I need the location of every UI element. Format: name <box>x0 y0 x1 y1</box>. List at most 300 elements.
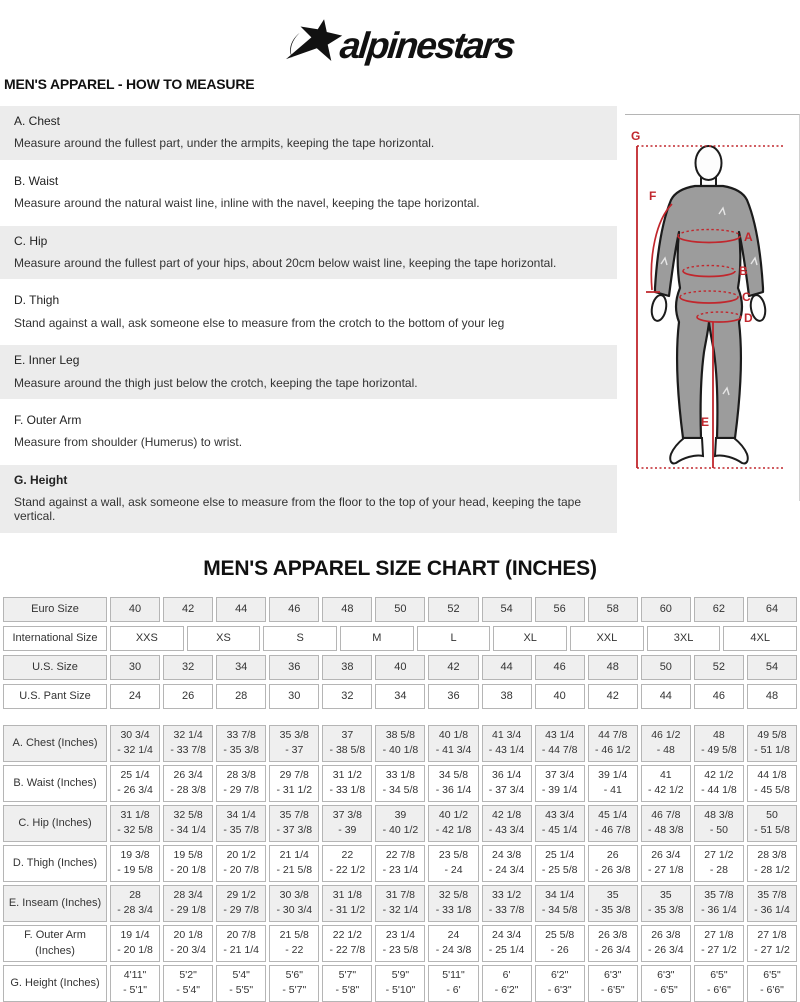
range-min: 20 7/8 <box>226 928 256 941</box>
measurement-range-cell <box>269 965 319 1002</box>
range-min: 20 1/2 <box>226 848 256 861</box>
size-value-cell: 30 <box>269 684 319 709</box>
size-value-cell: XS <box>187 626 261 651</box>
measurement-range-cell <box>482 925 532 962</box>
instruction-text: Measure around the fullest part of your hips, about 20cm below waist line, keeping the tape horizontal. <box>14 255 557 270</box>
range-min: 42 1/8 <box>491 808 522 821</box>
measurement-range-cell <box>482 845 532 882</box>
figure-label-D: D <box>744 311 753 325</box>
range-max: - 45 1/4 <box>541 824 578 837</box>
range-min: 34 1/4 <box>226 808 256 821</box>
range-min: 27 1/8 <box>704 928 734 941</box>
range-max: - 6'6" <box>706 984 731 997</box>
range-max: - 29 7/8 <box>223 904 259 917</box>
instruction-block <box>0 405 617 459</box>
measurement-range-cell <box>588 805 638 842</box>
measurement-range-cell <box>216 765 266 802</box>
size-value-cell: 32 <box>163 655 213 680</box>
range-min: 35 7/8 <box>757 888 787 901</box>
instruction-block <box>0 106 617 160</box>
range-min: 39 <box>394 808 407 821</box>
measurement-range-cell <box>322 845 372 882</box>
measurement-range-cell <box>482 725 532 762</box>
measurement-range-cell <box>163 965 213 1002</box>
size-value-cell: 52 <box>428 597 478 622</box>
range-min: 39 1/4 <box>598 768 628 781</box>
size-header-row <box>3 655 797 680</box>
range-max: - 6'5" <box>600 984 625 997</box>
range-min: 32 1/4 <box>173 728 203 741</box>
measurement-range-cell <box>535 725 585 762</box>
range-min: 28 <box>129 888 141 901</box>
measurement-range-cell <box>110 885 160 922</box>
range-min: 36 1/4 <box>491 768 522 781</box>
range-max: - 29 1/8 <box>170 904 206 917</box>
range-max: - 31 1/2 <box>329 904 366 917</box>
measurement-row-label: C. Hip (Inches) <box>3 805 107 842</box>
range-max: - 28 3/4 <box>117 904 153 917</box>
range-max: - 22 1/2 <box>329 864 366 877</box>
measurement-range-cell <box>322 765 372 802</box>
range-min: 25 1/4 <box>545 848 575 861</box>
measurement-range-cell <box>163 845 213 882</box>
measurement-range-cell <box>641 845 691 882</box>
range-max: - 34 1/4 <box>170 824 206 837</box>
size-value-cell: 46 <box>269 597 319 622</box>
range-max: - 26 3/8 <box>594 864 631 877</box>
measurement-row-label: D. Thigh (Inches) <box>3 845 107 882</box>
range-max: - 44 1/8 <box>701 784 737 797</box>
measurement-range-cell <box>110 765 160 802</box>
range-max: - 34 5/8 <box>382 784 419 797</box>
range-min: 37 3/4 <box>545 768 575 781</box>
size-value-cell: 52 <box>694 655 744 680</box>
measurement-range-cell <box>641 725 691 762</box>
range-min: 20 1/8 <box>173 928 203 941</box>
measurement-range-cell <box>641 765 691 802</box>
range-min: 25 5/8 <box>545 928 575 941</box>
range-min: 31 7/8 <box>385 888 416 901</box>
range-max: - 40 1/8 <box>382 744 419 757</box>
figure-right-foot <box>715 438 748 463</box>
brand-logo-text: alpinestars <box>338 25 517 66</box>
size-chart-title: MEN'S APPAREL SIZE CHART (INCHES) <box>203 556 597 580</box>
range-max: - 27 1/2 <box>701 944 737 957</box>
range-min: 27 1/2 <box>704 848 734 861</box>
measurement-row <box>3 885 797 922</box>
measurement-range-cell <box>375 725 425 762</box>
measurement-row-label: B. Waist (Inches) <box>3 765 107 802</box>
range-min: 31 1/8 <box>120 808 150 821</box>
figure-label-A: A <box>744 230 753 244</box>
instruction-label: E. Inner Leg <box>14 353 80 368</box>
measurement-range-cell <box>375 765 425 802</box>
size-value-cell: 34 <box>216 655 266 680</box>
measurement-row <box>3 765 797 802</box>
size-value-cell: 24 <box>110 684 160 709</box>
size-value-cell: 58 <box>588 597 638 622</box>
measurement-range-cell <box>163 725 213 762</box>
range-max: - 39 <box>338 824 357 837</box>
measurement-range-cell <box>747 925 797 962</box>
measurement-range-cell <box>216 845 266 882</box>
instruction-text: Measure around the thigh just below the crotch, keeping the tape horizontal. <box>14 375 418 390</box>
range-min: 6'3" <box>604 968 622 981</box>
size-value-cell: 40 <box>375 655 425 680</box>
range-min: 5'9" <box>391 968 410 981</box>
range-min: 26 <box>606 848 619 861</box>
measurement-range-cell <box>163 805 213 842</box>
range-min: 21 1/4 <box>279 848 309 861</box>
size-value-cell: 62 <box>694 597 744 622</box>
measurement-range-cell <box>641 885 691 922</box>
range-max: - 22 7/8 <box>329 944 366 957</box>
instruction-label: C. Hip <box>14 233 48 248</box>
range-min: 6'5" <box>763 968 781 981</box>
range-min: 26 3/4 <box>651 848 681 861</box>
range-max: - 19 5/8 <box>117 864 153 877</box>
figure-label-E: E <box>701 415 710 429</box>
measurement-range-cell <box>428 805 478 842</box>
figure-panel <box>625 106 800 501</box>
instruction-block <box>0 285 617 339</box>
range-max: - 33 7/8 <box>170 744 206 757</box>
range-min: 31 1/2 <box>332 768 362 781</box>
range-min: 24 <box>447 928 460 941</box>
range-min: 44 1/8 <box>757 768 787 781</box>
size-value-cell: 48 <box>588 655 638 680</box>
measurement-range-cell <box>269 885 319 922</box>
measurement-range-cell <box>322 965 372 1002</box>
range-min: 26 3/4 <box>173 768 203 781</box>
measurement-range-cell <box>269 765 319 802</box>
range-max: - 31 1/2 <box>276 784 313 797</box>
range-max: - 20 3/4 <box>170 944 206 957</box>
range-max: - 24 <box>444 864 463 877</box>
instruction-label: B. Waist <box>14 173 59 188</box>
range-max: - 48 <box>656 744 675 757</box>
range-min: 22 7/8 <box>385 848 416 861</box>
range-min: 43 1/4 <box>545 728 575 741</box>
figure-label-G: G <box>631 129 641 143</box>
measurement-row <box>3 725 797 762</box>
measurement-range-cell <box>588 845 638 882</box>
size-value-cell: 3XL <box>647 626 721 651</box>
instruction-block <box>0 345 617 399</box>
range-max: - 36 1/4 <box>754 904 790 917</box>
figure-label-C: C <box>742 290 751 304</box>
measurement-range-cell <box>588 965 638 1002</box>
measure-instructions-list <box>0 106 617 533</box>
measurement-range-cell <box>482 805 532 842</box>
range-min: 37 <box>341 728 354 741</box>
range-max: - 32 1/4 <box>382 904 419 917</box>
measurement-range-cell <box>641 925 691 962</box>
measurement-row-label: E. Inseam (Inches) <box>3 885 107 922</box>
range-min: 28 3/8 <box>226 768 256 781</box>
size-value-cell: 46 <box>535 655 585 680</box>
range-min: 19 5/8 <box>173 848 203 861</box>
size-value-cell: 64 <box>747 597 797 622</box>
range-min: 28 3/4 <box>173 888 203 901</box>
range-max: - 37 <box>285 744 304 757</box>
measurement-range-cell <box>588 765 638 802</box>
measurement-range-cell <box>322 725 372 762</box>
size-value-cell: 56 <box>535 597 585 622</box>
range-min: 6' <box>502 968 511 981</box>
measurement-range-cell <box>110 725 160 762</box>
measurement-range-cell <box>322 885 372 922</box>
range-max: - 5'1" <box>123 984 147 997</box>
measurement-row <box>3 805 797 842</box>
range-min: 50 <box>766 808 778 821</box>
measurement-range-cell <box>535 885 585 922</box>
size-value-cell: 40 <box>535 684 585 709</box>
range-min: 45 1/4 <box>598 808 628 821</box>
range-max: - 44 7/8 <box>541 744 578 757</box>
measurement-range-cell <box>216 965 266 1002</box>
range-max: - 20 7/8 <box>223 864 259 877</box>
measurement-row-label: G. Height (Inches) <box>3 965 107 1002</box>
measurement-range-cell <box>588 725 638 762</box>
range-min: 30 3/4 <box>120 728 150 741</box>
size-value-cell: 42 <box>428 655 478 680</box>
measurement-range-cell <box>641 805 691 842</box>
measurement-range-cell <box>747 885 797 922</box>
range-min: 4'11" <box>123 968 147 981</box>
range-max: - 42 1/2 <box>648 784 684 797</box>
range-min: 22 <box>341 848 354 861</box>
instruction-label: F. Outer Arm <box>14 412 82 427</box>
measurement-range-cell <box>163 925 213 962</box>
figure-head <box>696 146 722 180</box>
range-max: - 5'4" <box>176 984 201 997</box>
range-max: - 43 1/4 <box>488 744 525 757</box>
range-max: - 26 <box>550 944 569 957</box>
range-min: 42 1/2 <box>704 768 734 781</box>
range-min: 35 <box>659 888 672 901</box>
range-min: 25 1/4 <box>120 768 150 781</box>
range-min: 29 7/8 <box>279 768 309 781</box>
size-conversion-table <box>0 597 800 709</box>
range-min: 5'7" <box>338 968 357 981</box>
measurement-range-cell <box>694 845 744 882</box>
range-max: - 21 5/8 <box>276 864 313 877</box>
size-value-cell: 38 <box>322 655 372 680</box>
range-max: - 20 1/8 <box>170 864 206 877</box>
size-value-cell: 30 <box>110 655 160 680</box>
range-min: 6'2" <box>550 968 569 981</box>
range-min: 30 3/8 <box>279 888 309 901</box>
instruction-block <box>0 465 617 533</box>
instruction-block <box>0 226 617 280</box>
range-max: - 41 3/4 <box>435 744 472 757</box>
range-min: 34 1/4 <box>545 888 575 901</box>
figure-frame <box>625 114 800 501</box>
range-max: - 6'6" <box>760 984 784 997</box>
measurement-range-cell <box>216 885 266 922</box>
size-row-label: International Size <box>3 626 107 651</box>
measurement-range-cell <box>694 805 744 842</box>
measurement-range-cell <box>428 765 478 802</box>
range-max: - 6'2" <box>494 984 519 997</box>
range-max: - 49 5/8 <box>701 744 737 757</box>
range-max: - 5'5" <box>229 984 254 997</box>
range-max: - 27 1/2 <box>754 944 790 957</box>
measurement-range-cell <box>375 925 425 962</box>
range-min: 6'5" <box>710 968 728 981</box>
range-max: - 51 5/8 <box>754 824 790 837</box>
measurement-range-cell <box>428 725 478 762</box>
instruction-text: Measure from shoulder (Humerus) to wrist. <box>14 435 243 450</box>
range-max: - 33 1/8 <box>435 904 472 917</box>
measurement-range-cell <box>322 925 372 962</box>
measurement-range-cell <box>375 805 425 842</box>
range-max: - 26 3/4 <box>594 944 631 957</box>
range-max: - 28 1/2 <box>754 864 790 877</box>
measurement-range-cell <box>535 845 585 882</box>
measurement-range-cell <box>694 965 744 1002</box>
range-min: 24 3/4 <box>491 928 522 941</box>
range-min: 40 1/8 <box>438 728 469 741</box>
range-max: - 5'10" <box>385 984 416 997</box>
range-max: - 6' <box>446 984 461 997</box>
size-value-cell: 34 <box>375 684 425 709</box>
measurement-range-cell <box>375 845 425 882</box>
range-max: - 35 3/8 <box>594 904 631 917</box>
range-max: - 40 1/2 <box>382 824 419 837</box>
measurement-range-cell <box>747 845 797 882</box>
alpinestars-star-icon <box>286 16 344 66</box>
measurement-row <box>3 965 797 1002</box>
measurement-range-cell <box>535 965 585 1002</box>
measurement-range-cell <box>428 845 478 882</box>
how-to-measure-section <box>0 106 800 533</box>
range-min: 33 7/8 <box>226 728 256 741</box>
range-min: 41 3/4 <box>491 728 522 741</box>
range-min: 43 3/4 <box>545 808 575 821</box>
range-max: - 35 7/8 <box>223 824 259 837</box>
range-min: 5'6" <box>285 968 303 981</box>
size-header-row <box>3 684 797 709</box>
range-max: - 27 1/8 <box>648 864 684 877</box>
size-value-cell: 44 <box>216 597 266 622</box>
instruction-label: G. Height <box>14 472 68 487</box>
range-max: - 46 7/8 <box>594 824 631 837</box>
measurement-range-cell <box>322 805 372 842</box>
range-max: - 6'3" <box>547 984 572 997</box>
range-max: - 37 3/8 <box>276 824 313 837</box>
range-max: - 33 7/8 <box>488 904 525 917</box>
range-max: - 35 3/8 <box>648 904 684 917</box>
measurement-range-cell <box>482 965 532 1002</box>
size-row-label: Euro Size <box>3 597 107 622</box>
range-min: 48 <box>713 728 725 741</box>
range-min: 32 5/8 <box>173 808 203 821</box>
range-max: - 46 1/2 <box>594 744 631 757</box>
range-min: 31 1/8 <box>332 888 362 901</box>
size-value-cell: 54 <box>482 597 532 622</box>
measurement-range-cell <box>110 965 160 1002</box>
range-min: 34 5/8 <box>438 768 469 781</box>
size-value-cell: 44 <box>482 655 532 680</box>
measurement-range-cell <box>694 885 744 922</box>
instruction-label: D. Thigh <box>14 293 60 308</box>
size-value-cell: 42 <box>588 684 638 709</box>
range-min: 46 7/8 <box>651 808 681 821</box>
size-value-cell: 60 <box>641 597 691 622</box>
range-max: - 24 3/4 <box>488 864 525 877</box>
measurement-range-cell <box>163 885 213 922</box>
size-value-cell: 44 <box>641 684 691 709</box>
measurement-range-cell <box>216 805 266 842</box>
range-max: - 29 7/8 <box>223 784 259 797</box>
measurement-range-cell <box>110 925 160 962</box>
measurement-range-cell <box>428 925 478 962</box>
range-max: - 50 <box>709 824 728 837</box>
range-min: 23 5/8 <box>438 848 469 861</box>
range-max: - 25 1/4 <box>488 944 525 957</box>
figure-left-hand <box>650 294 668 322</box>
range-max: - 43 3/4 <box>488 824 525 837</box>
body-measurement-figure <box>625 115 795 497</box>
range-max: - 23 1/4 <box>382 864 419 877</box>
range-max: - 41 <box>603 784 622 797</box>
range-min: 28 3/8 <box>757 848 787 861</box>
size-header-row <box>3 597 797 622</box>
size-value-cell: 26 <box>163 684 213 709</box>
range-max: - 24 3/8 <box>435 944 472 957</box>
range-min: 33 1/2 <box>491 888 522 901</box>
range-min: 5'2" <box>179 968 197 981</box>
measurement-range-cell <box>641 965 691 1002</box>
range-max: - 23 5/8 <box>382 944 419 957</box>
range-min: 21 5/8 <box>279 928 309 941</box>
size-value-cell: 54 <box>747 655 797 680</box>
measurement-range-cell <box>428 885 478 922</box>
measurement-range-cell <box>747 965 797 1002</box>
range-max: - 42 1/8 <box>435 824 472 837</box>
measurement-range-cell <box>269 925 319 962</box>
measurement-range-cell <box>747 725 797 762</box>
range-max: - 35 3/8 <box>223 744 259 757</box>
measurement-range-cell <box>269 725 319 762</box>
instruction-text: Stand against a wall, ask someone else to measure from the floor to the top of your head, keeping the tape vertical. <box>14 495 582 524</box>
figure-label-B: B <box>739 264 748 278</box>
measurement-range-cell <box>588 885 638 922</box>
measurement-range-cell <box>110 805 160 842</box>
range-max: - 32 5/8 <box>117 824 153 837</box>
measurement-range-cell <box>375 965 425 1002</box>
measurement-range-cell <box>216 725 266 762</box>
size-value-cell: 40 <box>110 597 160 622</box>
size-measurement-table <box>0 725 800 1002</box>
measurement-range-cell <box>694 725 744 762</box>
range-max: - 28 <box>709 864 728 877</box>
measurement-range-cell <box>216 925 266 962</box>
size-value-cell: 48 <box>322 597 372 622</box>
range-min: 46 1/2 <box>651 728 681 741</box>
range-min: 32 5/8 <box>438 888 469 901</box>
range-min: 5'4" <box>232 968 250 981</box>
range-max: - 36 1/4 <box>701 904 737 917</box>
range-min: 40 1/2 <box>438 808 469 821</box>
size-value-cell: 46 <box>694 684 744 709</box>
range-min: 6'3" <box>657 968 675 981</box>
range-max: - 22 <box>285 944 304 957</box>
instruction-text: Measure around the fullest part, under the armpits, keeping the tape horizontal. <box>14 136 435 151</box>
size-value-cell: 28 <box>216 684 266 709</box>
